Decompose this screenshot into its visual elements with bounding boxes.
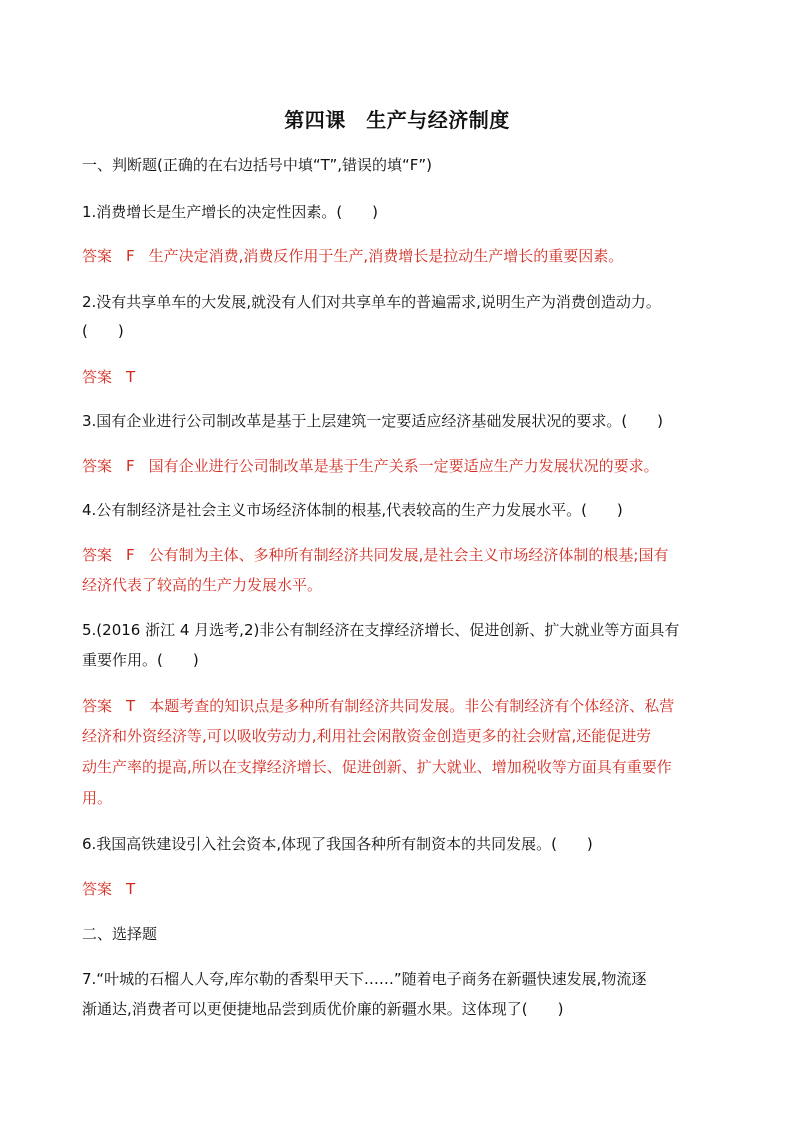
question-3: 3.国有企业进行公司制改革是基于上层建筑一定要适应经济基础发展状况的要求。( ) [82,412,664,430]
answer-label: 答案 [82,247,113,265]
question-4: 4.公有制经济是社会主义市场经济体制的根基,代表较高的生产力发展水平。( ) [82,501,623,519]
answer-verdict: T [126,697,136,715]
answer-explanation: 国有企业进行公司制改革是基于生产关系一定要适应生产力发展状况的要求。 [148,457,659,475]
answer-4-line-1 [82,545,722,565]
answer-6 [82,879,722,899]
answer-label: 答案 [82,368,113,386]
answer-1 [82,246,722,266]
section-heading-choice: 二、选择题 [82,925,158,943]
answer-verdict: T [126,880,136,898]
answer-verdict: F [126,457,135,475]
answer-2 [82,367,722,387]
question-5-line-1: 5.(2016 浙江 4 月选考,2)非公有制经济在支撑经济增长、促进创新、扩大就业等方面具有 [82,621,680,639]
answer-verdict: F [126,247,135,265]
section-heading-judgement: 一、判断题(正确的在右边括号中填“T”,错误的填“F”) [82,156,433,174]
answer-verdict: F [126,546,135,564]
question-7-line-2: 渐通达,消费者可以更便捷地品尝到质优价廉的新疆水果。这体现了( ) [82,1000,564,1018]
answer-label: 答案 [82,880,113,898]
answer-label: 答案 [82,546,113,564]
answer-label: 答案 [82,697,113,715]
answer-5-line-4: 用。 [82,789,113,807]
answer-3 [82,456,722,476]
answer-verdict: T [126,368,136,386]
answer-explanation: 本题考查的知识点是多种所有制经济共同发展。非公有制经济有个体经济、私营 [149,697,675,715]
question-1: 1.消费增长是生产增长的决定性因素。( ) [82,203,379,221]
answer-5-line-1 [82,696,722,716]
answer-label: 答案 [82,457,113,475]
question-2-line-1: 2.没有共享单车的大发展,就没有人们对共享单车的普遍需求,说明生产为消费创造动力。 [82,293,661,311]
answer-5-line-3: 动生产率的提高,所以在支撑经济增长、促进创新、扩大就业、增加税收等方面具有重要作 [82,758,672,776]
answer-5-line-2: 经济和外资经济等,可以吸收劳动力,利用社会闲散资金创造更多的社会财富,还能促进劳 [82,727,652,745]
answer-explanation: 生产决定消费,消费反作用于生产,消费增长是拉动生产增长的重要因素。 [148,247,624,265]
question-2-line-2: ( ) [82,322,124,340]
page-title: 第四课 生产与经济制度 [284,108,510,132]
question-6: 6.我国高铁建设引入社会资本,体现了我国各种所有制资本的共同发展。( ) [82,835,593,853]
answer-4-line-2: 经济代表了较高的生产力发展水平。 [82,576,323,594]
answer-explanation: 公有制为主体、多种所有制经济共同发展,是社会主义市场经济体制的根基;国有 [148,546,669,564]
question-7-line-1: 7.“叶城的石榴人人夸,库尔勒的香梨甲天下……”随着电子商务在新疆快速发展,物流逐 [82,970,647,988]
question-5-line-2: 重要作用。( ) [82,651,199,669]
